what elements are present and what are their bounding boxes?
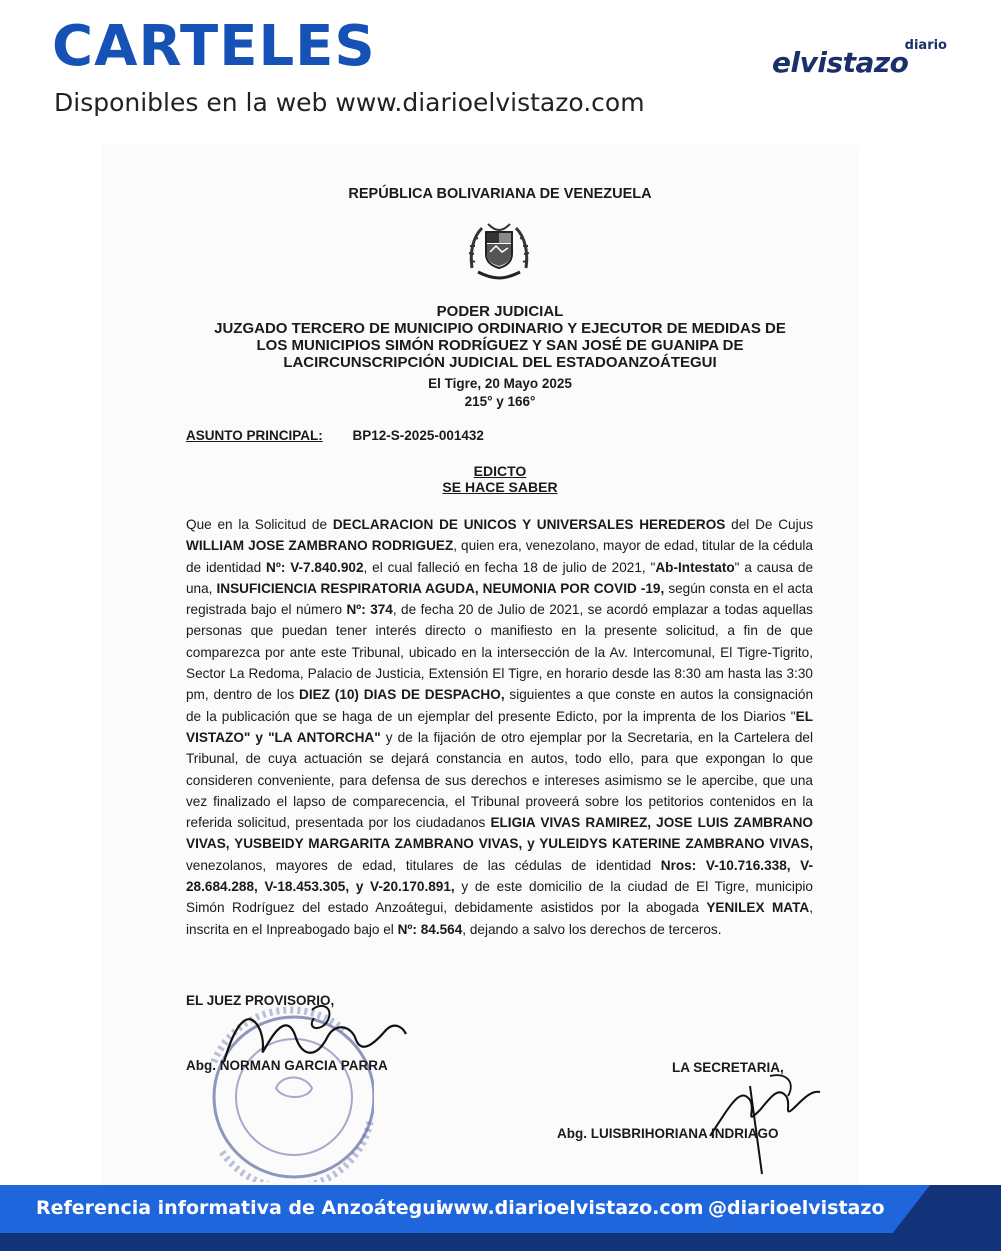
footer-social-handle[interactable]: @diarioelvistazo xyxy=(708,1197,885,1219)
body-bold-run: INSUFICIENCIA RESPIRATORIA AGUDA, NEUMONIA POR COVID -19, xyxy=(216,580,665,596)
secretary-title: LA SECRETARIA, xyxy=(672,1060,784,1075)
body-bold-run: DIEZ (10) DIAS DE DESPACHO, xyxy=(299,687,505,703)
footer-tagline: Referencia informativa de Anzoátegui xyxy=(36,1197,443,1219)
court-heading xyxy=(150,303,850,371)
page-subtitle: Disponibles en la web www.diarioelvistazo.com xyxy=(54,88,645,117)
body-text-run: Que en la Solicitud de xyxy=(186,517,333,532)
heading-line: LACIRCUNSCRIPCIÓN JUDICIAL DEL ESTADOANZOÁTEGUI xyxy=(283,354,717,371)
case-reference xyxy=(186,428,484,443)
body-text-run: según consta en el acta registrada bajo el número xyxy=(186,580,813,618)
edict-title: EDICTO xyxy=(473,463,527,479)
footer-bar xyxy=(0,1185,1001,1251)
body-text-run: , quien era, venezolano, mayor de edad, titular de la cédula de identidad xyxy=(186,538,813,575)
judge-title: EL JUEZ PROVISORIO, xyxy=(186,993,335,1008)
brand-logo[interactable] xyxy=(772,38,947,88)
body-text-run: y de este domicilio de la ciudad de El Tigre, municipio Simón Rodríguez del estado Anzoátegui, debidamente asistidos por la abogada xyxy=(186,879,813,916)
body-text-run: , el cual falleció en fecha 18 de julio de 2021, " xyxy=(363,559,656,575)
heading-line: JUZGADO TERCERO DE MUNICIPIO ORDINARIO Y EJECUTOR DE MEDIDAS DE xyxy=(214,320,786,337)
secretary-signature-icon xyxy=(700,1066,828,1178)
body-text-run: , dejando a salvo los derechos de terceros. xyxy=(462,921,722,937)
body-bold-run: YENILEX MATA xyxy=(706,900,810,916)
body-bold-run: EL VISTAZO" y "LA ANTORCHA" xyxy=(186,708,813,745)
heading-line: PODER JUDICIAL xyxy=(436,303,564,320)
edict-subtitle: SE HACE SABER xyxy=(442,479,558,495)
date-block xyxy=(350,375,650,411)
body-bold-run: Nº: 84.564 xyxy=(397,921,463,937)
edict-body xyxy=(186,514,813,940)
judge-name: Abg. NORMAN GARCIA PARRA xyxy=(186,1058,388,1073)
coat-of-arms-icon xyxy=(466,218,532,284)
body-bold-run: Nº: V-7.840.902 xyxy=(266,559,364,575)
document-date: El Tigre, 20 Mayo 2025 xyxy=(428,376,572,391)
secretary-name: Abg. LUISBRIHORIANA INDRIAGO xyxy=(557,1126,779,1141)
republic-heading: REPÚBLICA BOLIVARIANA DE VENEZUELA xyxy=(348,186,652,202)
case-label: ASUNTO PRINCIPAL: xyxy=(186,428,323,443)
body-bold-run: DECLARACION DE UNICOS Y UNIVERSALES HEREDEROS xyxy=(332,517,726,532)
body-bold-run: ELIGIA VIVAS RAMIREZ, JOSE LUIS ZAMBRANO VIVAS, YUSBEIDY MARGARITA ZAMBRANO VIVAS, y YULEIDYS KATERINE ZAMBRANO VIVAS, xyxy=(186,815,813,852)
footer-website-link[interactable]: www.diarioelvistazo.com xyxy=(436,1197,704,1219)
body-text-run: siguientes a que conste en autos la consignación de la publicación que se haga de un ejemplar del presente Edicto, por la imprenta de los Diarios " xyxy=(186,687,814,724)
body-text-run: " a causa de una, xyxy=(186,559,814,596)
body-text-run: del De Cujus xyxy=(725,517,813,532)
edict-title-block xyxy=(350,463,650,495)
heading-line: LOS MUNICIPIOS SIMÓN RODRÍGUEZ Y SAN JOSÉ DE GUANIPA DE xyxy=(256,337,744,354)
case-number: BP12-S-2025-001432 xyxy=(352,428,484,443)
page-title: CARTELES xyxy=(52,14,376,79)
document-years: 215° y 166° xyxy=(464,394,536,409)
body-text-run: y de la fijación de otro ejemplar por la Secretaria, en la Cartelera del Tribunal, de cuya actuación se dejará constancia en autos, todo ello, para que expongan lo que consideren conveniente, para defensa de sus derechos e intereses asimismo se le apercibe, que una vez finalizado el lapso de comparecencia, el Tribunal proveerá sobre los petitorios contenidos en la referida solicitud, presentada por los ciudadanos xyxy=(186,729,813,831)
logo-main-text: elvistazo xyxy=(772,46,909,79)
body-text-run: venezolanos, mayores de edad, titulares de las cédulas de identidad xyxy=(186,857,661,873)
body-bold-run: Nros: V-10.716.338, V-28.684.288, V-18.453.305, y V-20.170.891, xyxy=(186,857,813,895)
logo-small-text: diario xyxy=(904,38,947,53)
body-bold-run: WILLIAM JOSE ZAMBRANO RODRIGUEZ xyxy=(186,538,454,554)
body-bold-run: Ab-Intestato xyxy=(655,559,735,575)
body-text-run: , de fecha 20 de Julio de 2021, se acordó emplazar a todas aquellas personas que puedan tener interés directo o manifiesto en la presente solicitud, a fin de que comparezca por ante este Tribunal, ubicado en la intersección de la Av. Intercomunal, El Tigre-Tigrito, Sector La Redoma, Palacio de Justicia, Extensión El Tigre, en horario desde las 8:30 am hasta las 3:30 pm, dentro de los xyxy=(186,602,813,703)
body-text-run: , inscrita en el Inpreabogado bajo el xyxy=(186,900,813,937)
body-bold-run: Nº: 374 xyxy=(346,602,393,618)
